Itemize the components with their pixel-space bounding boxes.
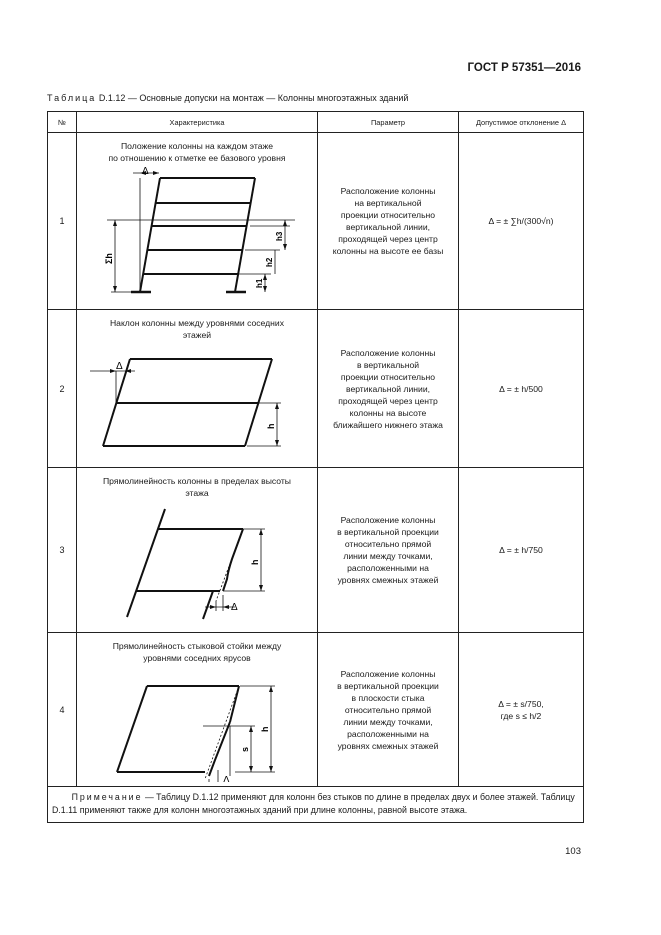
note-label: Примечание <box>71 792 143 802</box>
characteristic-cell <box>77 633 318 787</box>
fig-label-h: h <box>265 423 276 429</box>
table-row <box>48 468 584 633</box>
standard-designation: ГОСТ Р 57351—2016 <box>467 62 581 74</box>
fig-label-delta: Δ <box>230 602 238 613</box>
row-number: 2 <box>48 310 77 468</box>
fig-label-h: h <box>259 726 270 732</box>
characteristic-text: Прямолинейность стыковой стойки между уровнями соседних ярусов <box>112 641 282 663</box>
table-row <box>48 633 584 787</box>
fig-label-delta: Δ <box>115 361 123 372</box>
fig-label-h1: h1 <box>254 278 264 288</box>
tolerance-cell: Δ = ± ∑h/(300√n) <box>459 133 584 310</box>
parameter-cell: Расположение колонны в вертикальной проекции в плоскости стыка относительно прямой линии между точками, расположенными на уровнях смежных этажей <box>318 633 459 787</box>
characteristic-text: Наклон колонны между уровнями соседних этажей <box>109 318 285 340</box>
fig-label-h: h <box>249 559 260 565</box>
page-number: 103 <box>565 846 581 857</box>
caption-number: D.1.12 <box>98 93 126 103</box>
table-header-row <box>48 112 584 133</box>
figure-column-position <box>85 164 310 302</box>
parameter-cell: Расположение колонны в вертикальной проекции относительно вертикальной линии, проходящей через центр колонны на высоте ближайшего нижнего этажа <box>318 310 459 468</box>
tolerance-cell: Δ = ± s/750, где s ≤ h/2 <box>459 633 584 787</box>
row-number: 3 <box>48 468 77 633</box>
table-note <box>48 787 584 823</box>
characteristic-text: Прямолинейность колонны в пределах высоты этажа <box>103 476 291 498</box>
table-caption <box>47 93 408 103</box>
table-row <box>48 310 584 468</box>
characteristic-cell <box>77 310 318 468</box>
row-number: 4 <box>48 633 77 787</box>
caption-label: Таблица <box>47 93 97 103</box>
fig-label-h2: h2 <box>264 257 274 267</box>
fig-label-h3: h3 <box>274 231 284 241</box>
characteristic-text: Положение колонны на каждом этаже по отношению к отметке ее базового уровня <box>108 141 286 163</box>
col-header-parameter: Параметр <box>318 112 459 133</box>
figure-column-tilt <box>85 341 310 459</box>
caption-text: — Основные допуски на монтаж — Колонны многоэтажных зданий <box>127 93 409 103</box>
note-text: — Таблицу D.1.12 применяют для колонн без стыков по длине в пределах двух и более этажей. Таблицу D.1.11 применяют также для колонн многоэтажных зданий при длине колонны, равной высоте этажа. <box>52 792 575 815</box>
fig-label-s: s <box>239 746 250 752</box>
characteristic-cell <box>77 468 318 633</box>
table-row <box>48 133 584 310</box>
note-row <box>48 787 584 823</box>
col-header-num: № <box>48 112 77 133</box>
fig-label-delta: Δ <box>141 166 149 177</box>
parameter-cell: Расположение колонны на вертикальной проекции относительно вертикальной линии, проходящей через центр колонны на высоте ее базы <box>318 133 459 310</box>
figure-splice-straightness <box>85 664 310 782</box>
fig-label-sum-h: Σh <box>103 253 114 264</box>
tolerance-cell: Δ = ± h/750 <box>459 468 584 633</box>
characteristic-cell <box>77 133 318 310</box>
tolerance-cell: Δ = ± h/500 <box>459 310 584 468</box>
fig-label-delta: Δ <box>222 775 230 782</box>
tolerances-table <box>47 111 584 823</box>
col-header-characteristic: Характеристика <box>77 112 318 133</box>
row-number: 1 <box>48 133 77 310</box>
col-header-tolerance: Допустимое отклонение Δ <box>459 112 584 133</box>
parameter-cell: Расположение колонны в вертикальной проекции относительно прямой линии между точками, расположенными на уровнях смежных этажей <box>318 468 459 633</box>
figure-column-straightness <box>85 499 310 627</box>
